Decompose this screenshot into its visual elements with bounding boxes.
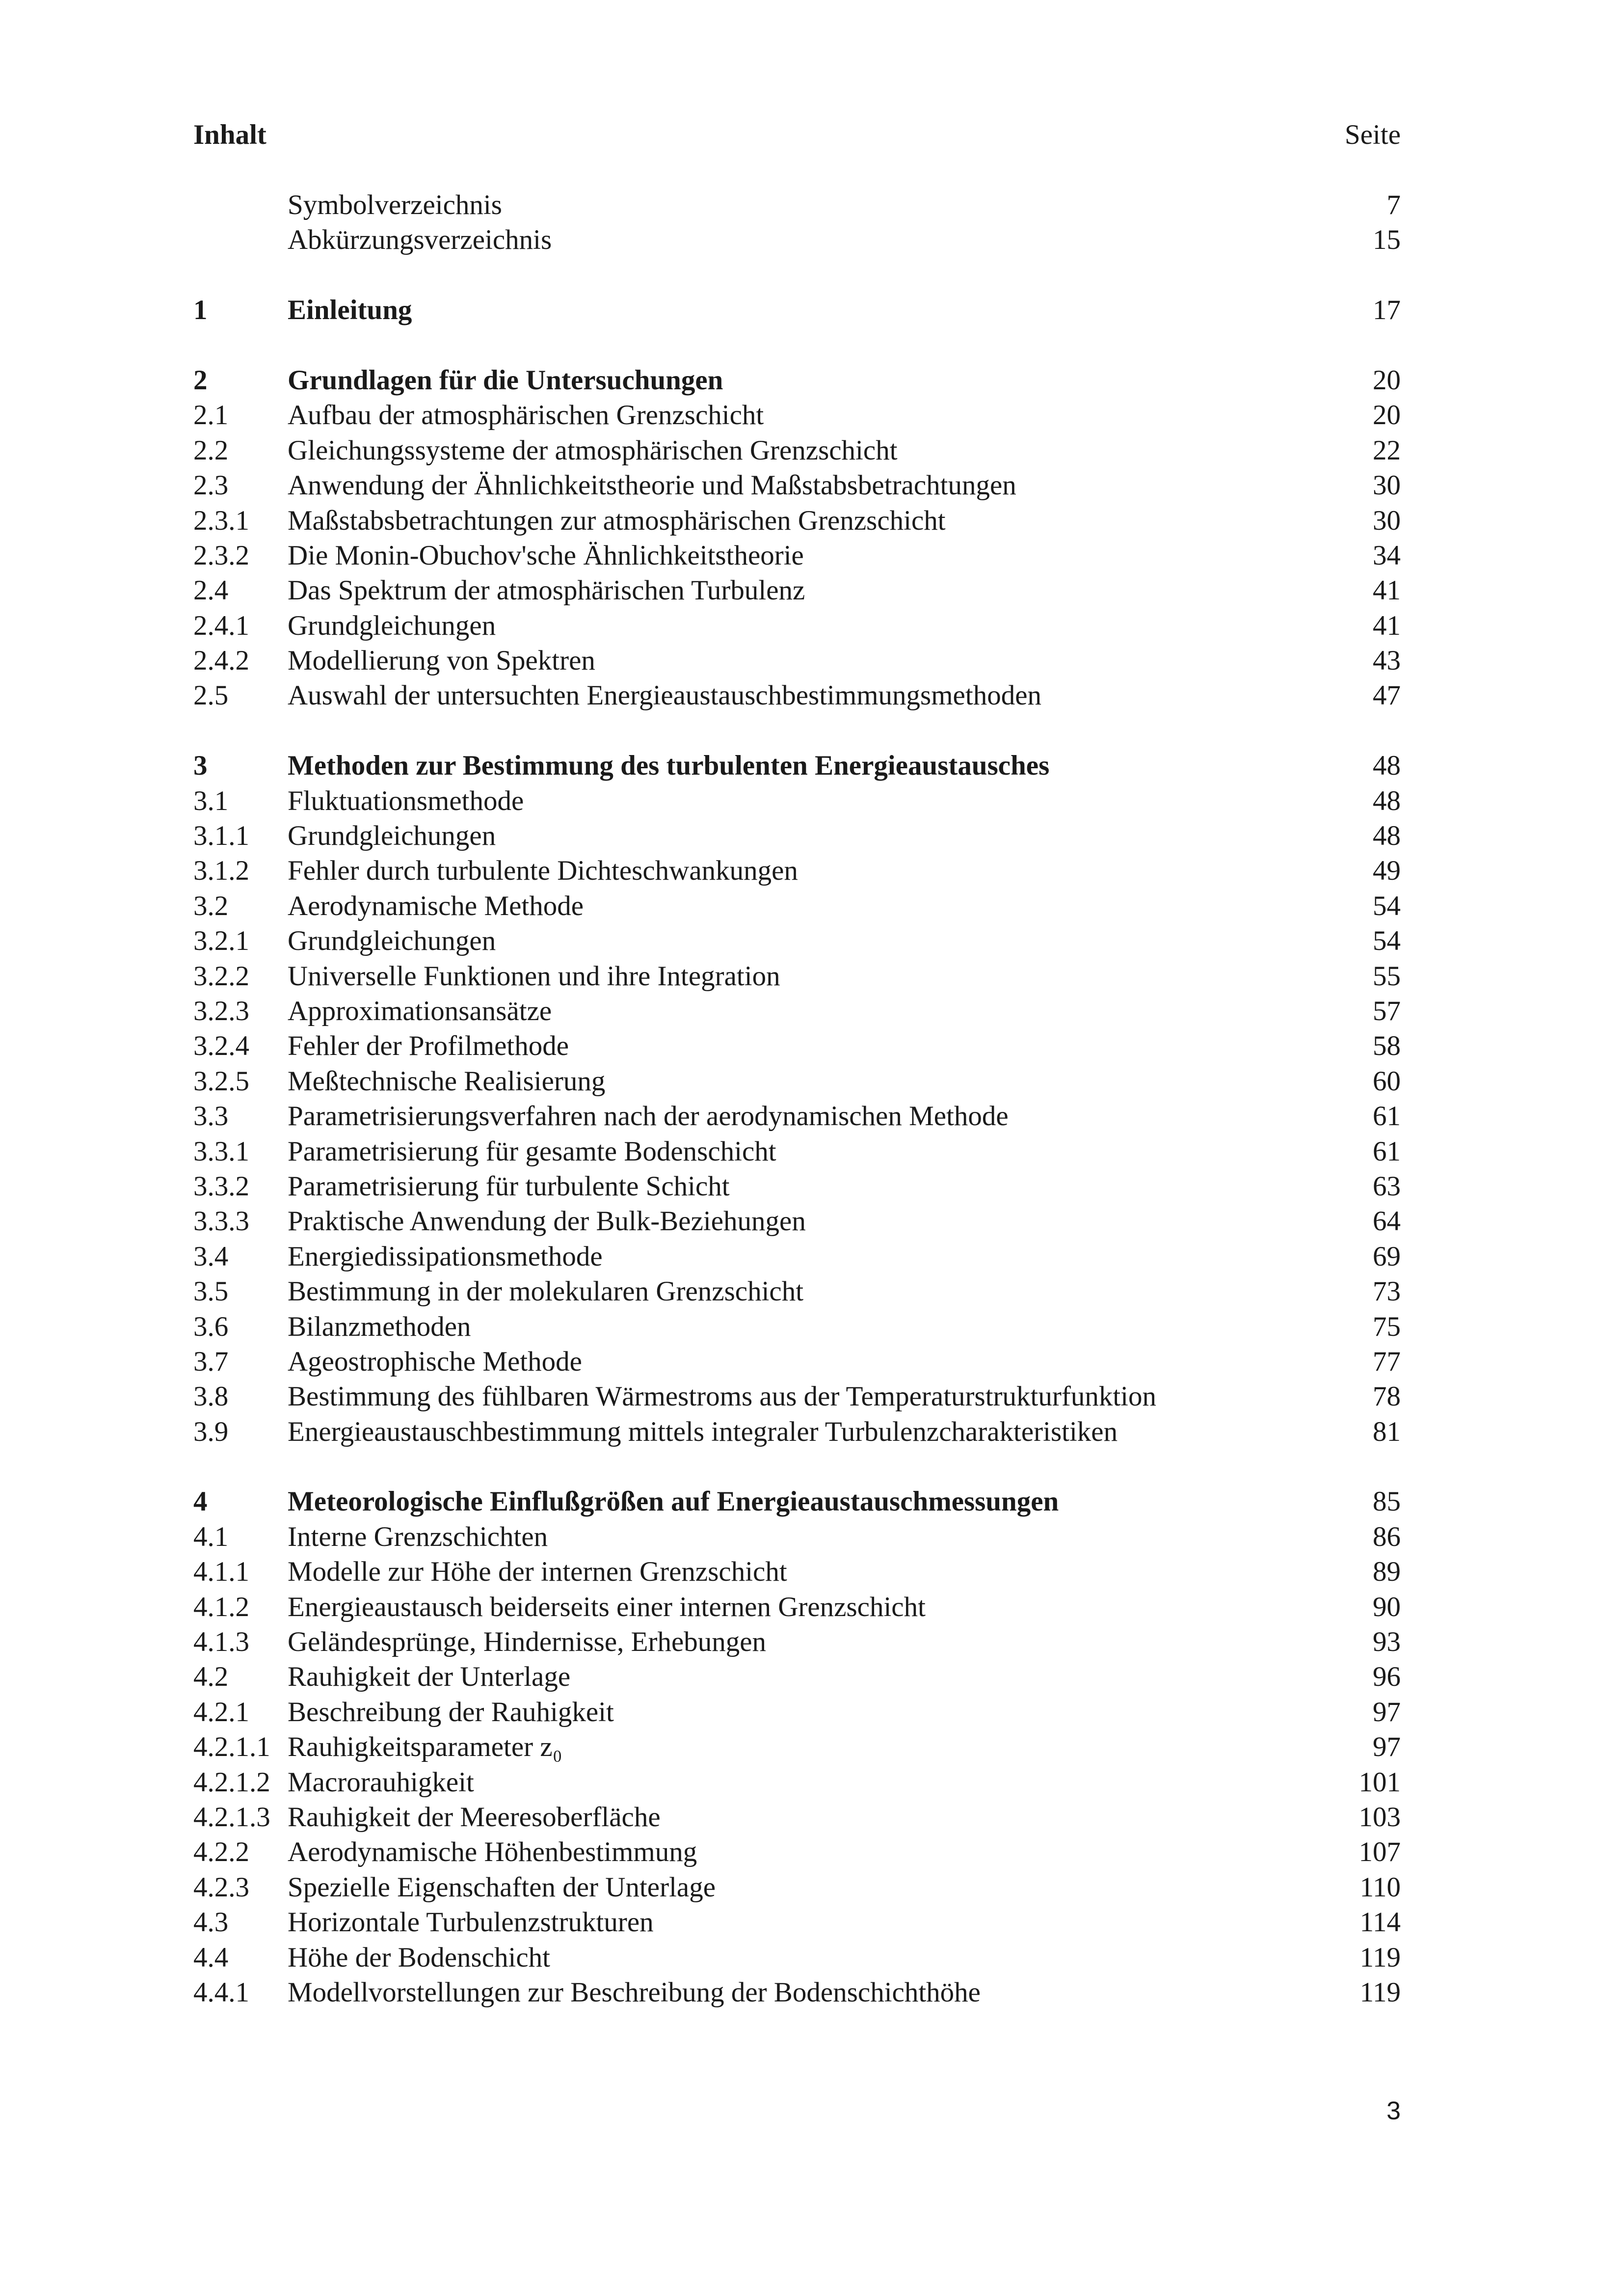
toc-entry-page: 30 bbox=[1373, 505, 1401, 536]
toc-entry-title: Aerodynamische Höhenbestimmung bbox=[288, 1837, 697, 1868]
toc-entry-page: 57 bbox=[1373, 995, 1401, 1026]
toc-entry-page: 93 bbox=[1373, 1626, 1401, 1658]
toc-entry bbox=[193, 503, 1401, 538]
page-number: 3 bbox=[1386, 2097, 1401, 2125]
toc-entry-number: 2 bbox=[193, 364, 208, 396]
toc-entry bbox=[193, 1695, 1401, 1729]
toc-entry-number: 3.7 bbox=[193, 1346, 229, 1377]
toc-entry-title: Geländesprünge, Hindernisse, Erhebungen bbox=[288, 1626, 767, 1658]
toc-entry-number: 3.3 bbox=[193, 1101, 229, 1132]
table-of-contents bbox=[193, 188, 1401, 2010]
toc-entry bbox=[193, 1624, 1401, 1659]
toc-entry bbox=[193, 1659, 1401, 1694]
toc-entry-title: Einleitung bbox=[288, 295, 412, 326]
toc-entry-number: 3.2.5 bbox=[193, 1065, 249, 1097]
toc-entry-title: Fehler durch turbulente Dichteschwankungen bbox=[288, 855, 798, 887]
toc-entry bbox=[193, 573, 1401, 608]
toc-entry-number: 2.3.1 bbox=[193, 505, 249, 536]
toc-entry bbox=[193, 1519, 1401, 1554]
toc-entry-number: 2.3.2 bbox=[193, 540, 249, 571]
toc-entry-title: Rauhigkeitsparameter z₀ bbox=[288, 1731, 562, 1763]
toc-entry-title: Fluktuationsmethode bbox=[288, 785, 524, 816]
toc-entry-number: 3.3.3 bbox=[193, 1206, 249, 1237]
toc-entry bbox=[193, 1344, 1401, 1379]
toc-entry-title: Modelle zur Höhe der internen Grenzschicht bbox=[288, 1556, 787, 1588]
toc-entry bbox=[193, 1169, 1401, 1204]
toc-entry-number: 3.5 bbox=[193, 1276, 229, 1307]
toc-entry-title: Abkürzungsverzeichnis bbox=[288, 224, 552, 256]
toc-entry bbox=[193, 853, 1401, 888]
toc-entry bbox=[193, 1835, 1401, 1869]
toc-entry-title: Auswahl der untersuchten Energieaustauschbestimmungsmethoden bbox=[288, 680, 1041, 711]
toc-entry bbox=[193, 1870, 1401, 1905]
toc-entry-number: 2.5 bbox=[193, 680, 229, 711]
toc-entry-page: 61 bbox=[1373, 1101, 1401, 1132]
toc-entry bbox=[193, 293, 1401, 327]
toc-entry-title: Aerodynamische Methode bbox=[288, 890, 584, 921]
toc-entry-number: 3.8 bbox=[193, 1381, 229, 1412]
toc-entry-number: 4.3 bbox=[193, 1907, 229, 1938]
toc-entry-title: Rauhigkeit der Meeresoberfläche bbox=[288, 1801, 661, 1833]
toc-entry-number: 2.4.2 bbox=[193, 645, 249, 676]
toc-entry-page: 75 bbox=[1373, 1311, 1401, 1342]
toc-entry bbox=[193, 188, 1401, 222]
toc-entry-title: Fehler der Profilmethode bbox=[288, 1030, 569, 1062]
toc-entry-page: 89 bbox=[1373, 1556, 1401, 1588]
toc-entry-title: Bilanzmethoden bbox=[288, 1311, 471, 1342]
toc-entry-number: 4.2.1 bbox=[193, 1696, 249, 1728]
toc-entry bbox=[193, 783, 1401, 818]
toc-entry bbox=[193, 643, 1401, 678]
toc-entry-number: 2.4 bbox=[193, 575, 229, 606]
toc-entry bbox=[193, 994, 1401, 1028]
toc-entry-number: 4.1.2 bbox=[193, 1591, 249, 1622]
toc-entry-number: 4.1.1 bbox=[193, 1556, 249, 1588]
toc-entry-page: 58 bbox=[1373, 1030, 1401, 1062]
toc-entry bbox=[193, 1729, 1401, 1764]
toc-entry-title: Höhe der Bodenschicht bbox=[288, 1942, 551, 1973]
toc-entry bbox=[193, 433, 1401, 468]
toc-entry-page: 60 bbox=[1373, 1065, 1401, 1097]
toc-entry bbox=[193, 1975, 1401, 2010]
toc-entry-title: Praktische Anwendung der Bulk-Beziehungen bbox=[288, 1206, 806, 1237]
toc-entry-title: Grundgleichungen bbox=[288, 820, 496, 852]
toc-entry-title: Horizontale Turbulenzstrukturen bbox=[288, 1907, 654, 1938]
toc-entry-number: 3.4 bbox=[193, 1241, 229, 1272]
toc-entry-number: 4.4 bbox=[193, 1942, 229, 1973]
toc-entry-title: Das Spektrum der atmosphärischen Turbulenz bbox=[288, 575, 805, 606]
toc-entry-page: 34 bbox=[1373, 540, 1401, 571]
toc-entry-title: Ageostrophische Methode bbox=[288, 1346, 582, 1377]
toc-entry-number: 4 bbox=[193, 1486, 208, 1517]
toc-entry-title: Methoden zur Bestimmung des turbulenten Energieaustausches bbox=[288, 750, 1050, 782]
toc-entry-page: 103 bbox=[1358, 1801, 1401, 1833]
toc-entry bbox=[193, 1905, 1401, 1940]
toc-entry bbox=[193, 1554, 1401, 1589]
toc-entry-number: 3 bbox=[193, 750, 208, 782]
toc-entry bbox=[193, 222, 1401, 257]
toc-entry-number: 3.2.2 bbox=[193, 960, 249, 992]
toc-heading: Inhalt bbox=[193, 119, 266, 150]
toc-entry-page: 43 bbox=[1373, 645, 1401, 676]
toc-entry bbox=[193, 1134, 1401, 1169]
toc-entry-title: Beschreibung der Rauhigkeit bbox=[288, 1696, 614, 1728]
toc-entry-page: 110 bbox=[1359, 1871, 1401, 1903]
toc-entry bbox=[193, 1064, 1401, 1099]
toc-entry bbox=[193, 748, 1401, 783]
toc-entry-page: 119 bbox=[1359, 1976, 1401, 2008]
toc-entry-title: Grundgleichungen bbox=[288, 925, 496, 957]
toc-entry bbox=[193, 1274, 1401, 1309]
toc-entry-page: 54 bbox=[1373, 925, 1401, 957]
toc-entry-page: 81 bbox=[1373, 1416, 1401, 1447]
toc-entry-page: 48 bbox=[1373, 750, 1401, 782]
toc-header bbox=[193, 118, 1401, 152]
toc-entry-page: 47 bbox=[1373, 680, 1401, 711]
toc-entry-number: 4.1.3 bbox=[193, 1626, 249, 1658]
toc-entry-number: 3.2.4 bbox=[193, 1030, 249, 1062]
toc-entry-page: 17 bbox=[1373, 295, 1401, 326]
toc-entry-number: 2.3 bbox=[193, 470, 229, 501]
toc-entry-page: 48 bbox=[1373, 785, 1401, 816]
toc-entry-page: 30 bbox=[1373, 470, 1401, 501]
toc-entry-number: 2.2 bbox=[193, 434, 229, 466]
toc-entry-page: 22 bbox=[1373, 434, 1401, 466]
toc-entry-number: 3.3.1 bbox=[193, 1135, 249, 1167]
toc-entry-page: 55 bbox=[1373, 960, 1401, 992]
toc-entry bbox=[193, 818, 1401, 853]
toc-entry-page: 101 bbox=[1358, 1766, 1401, 1798]
toc-entry-title: Modellvorstellungen zur Beschreibung der Bodenschichthöhe bbox=[288, 1976, 981, 2008]
toc-entry bbox=[193, 538, 1401, 573]
toc-entry-number: 2.4.1 bbox=[193, 610, 249, 641]
toc-entry bbox=[193, 1800, 1401, 1835]
toc-entry bbox=[193, 923, 1401, 958]
toc-entry-page: 49 bbox=[1373, 855, 1401, 887]
toc-entry-title: Modellierung von Spektren bbox=[288, 645, 595, 676]
toc-entry-title: Interne Grenzschichten bbox=[288, 1521, 548, 1552]
toc-entry-page: 63 bbox=[1373, 1170, 1401, 1202]
toc-entry bbox=[193, 1099, 1401, 1134]
toc-entry-page: 15 bbox=[1373, 224, 1401, 256]
toc-entry bbox=[193, 1414, 1401, 1449]
toc-entry-page: 54 bbox=[1373, 890, 1401, 921]
toc-entry-page: 61 bbox=[1373, 1135, 1401, 1167]
toc-entry-title: Rauhigkeit der Unterlage bbox=[288, 1661, 571, 1693]
toc-entry-title: Energieaustausch beiderseits einer internen Grenzschicht bbox=[288, 1591, 926, 1622]
toc-entry-number: 4.2.2 bbox=[193, 1837, 249, 1868]
toc-entry-number: 4.4.1 bbox=[193, 1976, 249, 2008]
toc-entry bbox=[193, 1590, 1401, 1624]
toc-entry-page: 97 bbox=[1373, 1696, 1401, 1728]
toc-entry bbox=[193, 889, 1401, 923]
toc-entry-number: 3.2.3 bbox=[193, 995, 249, 1026]
toc-entry-title: Parametrisierungsverfahren nach der aerodynamischen Methode bbox=[288, 1101, 1009, 1132]
toc-entry-number: 4.1 bbox=[193, 1521, 229, 1552]
toc-entry bbox=[193, 1239, 1401, 1274]
toc-entry-title: Energieaustauschbestimmung mittels integraler Turbulenzcharakteristiken bbox=[288, 1416, 1118, 1447]
toc-entry-number: 3.1 bbox=[193, 785, 229, 816]
toc-entry-page: 73 bbox=[1373, 1276, 1401, 1307]
toc-entry-page: 97 bbox=[1373, 1731, 1401, 1763]
toc-entry-title: Gleichungssysteme der atmosphärischen Grenzschicht bbox=[288, 434, 898, 466]
toc-entry-page: 90 bbox=[1373, 1591, 1401, 1622]
toc-entry bbox=[193, 468, 1401, 503]
toc-entry-title: Parametrisierung für turbulente Schicht bbox=[288, 1170, 730, 1202]
toc-entry-title: Universelle Funktionen und ihre Integration bbox=[288, 960, 780, 992]
toc-entry bbox=[193, 1028, 1401, 1063]
toc-entry-page: 119 bbox=[1359, 1942, 1401, 1973]
toc-entry bbox=[193, 1484, 1401, 1519]
toc-entry-title: Meteorologische Einflußgrößen auf Energieaustauschmessungen bbox=[288, 1486, 1059, 1517]
toc-entry-page: 48 bbox=[1373, 820, 1401, 852]
toc-entry bbox=[193, 363, 1401, 398]
toc-entry-page: 107 bbox=[1358, 1837, 1401, 1868]
toc-entry-title: Bestimmung des fühlbaren Wärmestroms aus der Temperaturstrukturfunktion bbox=[288, 1381, 1157, 1412]
toc-entry-title: Grundgleichungen bbox=[288, 610, 496, 641]
toc-entry-page: 85 bbox=[1373, 1486, 1401, 1517]
toc-entry-number: 1 bbox=[193, 295, 208, 326]
toc-entry-title: Anwendung der Ähnlichkeitstheorie und Maßstabsbetrachtungen bbox=[288, 470, 1016, 501]
toc-entry-page: 114 bbox=[1359, 1907, 1401, 1938]
toc-entry-page: 41 bbox=[1373, 610, 1401, 641]
toc-entry-title: Symbolverzeichnis bbox=[288, 189, 502, 220]
toc-entry bbox=[193, 1309, 1401, 1344]
toc-entry-number: 3.6 bbox=[193, 1311, 229, 1342]
toc-entry-number: 3.2.1 bbox=[193, 925, 249, 957]
toc-entry-page: 7 bbox=[1386, 189, 1401, 220]
toc-entry-title: Aufbau der atmosphärischen Grenzschicht bbox=[288, 400, 764, 431]
toc-entry-title: Maßstabsbetrachtungen zur atmosphärischen Grenzschicht bbox=[288, 505, 946, 536]
toc-entry-title: Energiedissipationsmethode bbox=[288, 1241, 603, 1272]
toc-entry bbox=[193, 608, 1401, 643]
toc-entry bbox=[193, 678, 1401, 713]
toc-entry-number: 3.9 bbox=[193, 1416, 229, 1447]
toc-entry bbox=[193, 1204, 1401, 1239]
toc-entry-page: 20 bbox=[1373, 400, 1401, 431]
toc-entry bbox=[193, 1940, 1401, 1975]
toc-entry-number: 4.2.3 bbox=[193, 1871, 249, 1903]
toc-entry-number: 4.2.1.2 bbox=[193, 1766, 270, 1798]
toc-entry-number: 4.2.1.1 bbox=[193, 1731, 270, 1763]
toc-entry-title: Grundlagen für die Untersuchungen bbox=[288, 364, 723, 396]
toc-entry-number: 4.2.1.3 bbox=[193, 1801, 270, 1833]
toc-entry-number: 3.2 bbox=[193, 890, 229, 921]
toc-entry bbox=[193, 1765, 1401, 1800]
toc-entry-title: Parametrisierung für gesamte Bodenschicht bbox=[288, 1135, 776, 1167]
toc-entry-number: 3.3.2 bbox=[193, 1170, 249, 1202]
toc-entry-title: Spezielle Eigenschaften der Unterlage bbox=[288, 1871, 716, 1903]
toc-entry bbox=[193, 398, 1401, 432]
toc-entry-page: 86 bbox=[1373, 1521, 1401, 1552]
toc-entry-page: 64 bbox=[1373, 1206, 1401, 1237]
toc-entry-page: 77 bbox=[1373, 1346, 1401, 1377]
toc-entry bbox=[193, 1379, 1401, 1414]
toc-entry-page: 41 bbox=[1373, 575, 1401, 606]
toc-entry-title: Macrorauhigkeit bbox=[288, 1766, 474, 1798]
toc-entry-number: 3.1.2 bbox=[193, 855, 249, 887]
toc-entry-title: Bestimmung in der molekularen Grenzschicht bbox=[288, 1276, 804, 1307]
page-column-heading: Seite bbox=[1345, 119, 1401, 150]
toc-entry-number: 4.2 bbox=[193, 1661, 229, 1693]
toc-entry-number: 2.1 bbox=[193, 400, 229, 431]
toc-entry-title: Meßtechnische Realisierung bbox=[288, 1065, 606, 1097]
toc-entry-page: 96 bbox=[1373, 1661, 1401, 1693]
toc-entry-title: Approximationsansätze bbox=[288, 995, 552, 1026]
toc-entry-number: 3.1.1 bbox=[193, 820, 249, 852]
toc-entry-page: 78 bbox=[1373, 1381, 1401, 1412]
toc-entry-title: Die Monin-Obuchov'sche Ähnlichkeitstheorie bbox=[288, 540, 804, 571]
toc-entry-page: 69 bbox=[1373, 1241, 1401, 1272]
toc-entry-page: 20 bbox=[1373, 364, 1401, 396]
toc-entry bbox=[193, 959, 1401, 994]
